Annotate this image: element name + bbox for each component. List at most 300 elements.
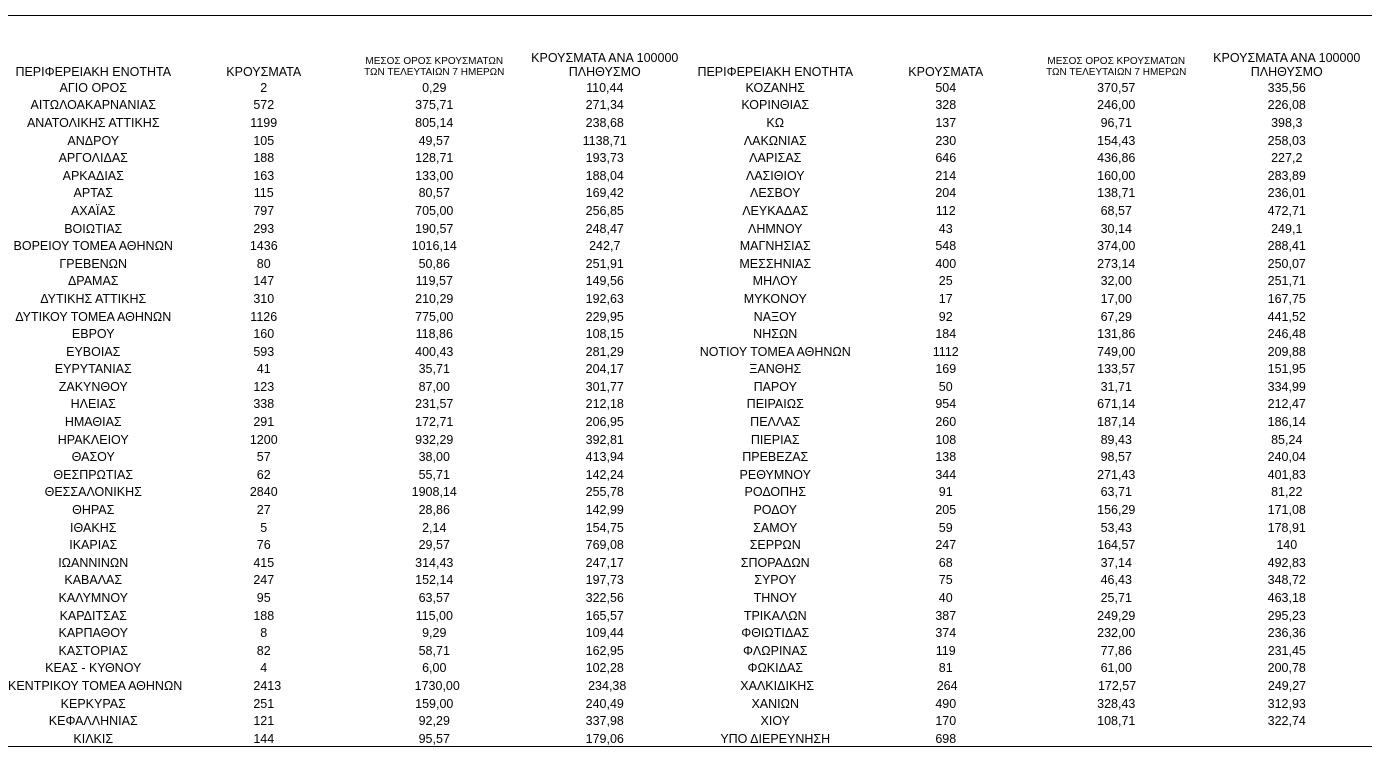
per100k-cell: 769,08 <box>585 538 624 553</box>
per100k-cell: 334,99 <box>1267 379 1306 394</box>
region-cell: ΙΚΑΡΙΑΣ <box>69 538 118 553</box>
table-row <box>8 185 1372 203</box>
avg7-cell: 775,00 <box>415 309 454 324</box>
cases-cell: 646 <box>935 151 957 166</box>
cases-cell: 5 <box>260 520 268 535</box>
per100k-cell: 242,7 <box>589 239 621 254</box>
region-cell: ΙΩΑΝΝΙΝΩΝ <box>58 555 129 570</box>
region-cell: ΚΑΡΔΙΤΣΑΣ <box>59 608 127 623</box>
avg7-cell: 159,00 <box>415 696 454 711</box>
table-row <box>8 361 1372 379</box>
cases-cell: 68 <box>938 555 953 570</box>
cases-cell: 25 <box>938 274 953 289</box>
per100k-cell: 295,23 <box>1267 608 1306 623</box>
region-cell: ΤΗΝΟΥ <box>753 591 797 606</box>
table-row <box>8 677 1372 695</box>
region-cell: ΣΥΡΟΥ <box>754 573 797 588</box>
avg7-cell: 115,00 <box>415 608 453 623</box>
table-row <box>8 114 1372 132</box>
per100k-cell: 200,78 <box>1267 661 1306 676</box>
region-cell: ΛΑΚΩΝΙΑΣ <box>743 133 807 148</box>
per100k-cell: 102,28 <box>585 661 624 676</box>
region-cell: ΠΡΕΒΕΖΑΣ <box>742 450 809 465</box>
region-cell: ΡΟΔΟΥ <box>753 503 798 518</box>
avg7-cell: 152,14 <box>415 573 454 588</box>
top-rule <box>8 15 1372 16</box>
region-cell: ΣΠΟΡΑΔΩΝ <box>740 555 810 570</box>
per100k-cell: 250,07 <box>1267 256 1306 271</box>
cases-cell: 112 <box>935 203 956 218</box>
table-row <box>8 712 1372 730</box>
table-header <box>8 40 1372 79</box>
cases-cell: 293 <box>253 221 275 236</box>
per100k-cell: 255,78 <box>585 485 624 500</box>
table-row <box>8 554 1372 572</box>
table-row <box>8 448 1372 466</box>
cases-cell: 328 <box>935 98 957 113</box>
cases-cell: 374 <box>935 626 957 641</box>
per100k-cell: 231,45 <box>1267 643 1306 658</box>
avg7-cell: 172,57 <box>1097 678 1137 693</box>
region-cell: ΚΑΛΥΜΝΟΥ <box>58 591 129 606</box>
region-cell: ΧΙΟΥ <box>760 714 790 729</box>
avg7-cell: 805,14 <box>415 115 454 130</box>
avg7-cell: 31,71 <box>1100 379 1132 394</box>
cases-cell: 59 <box>938 520 953 535</box>
per100k-cell: 337,98 <box>585 714 624 729</box>
cases-cell: 163 <box>253 168 275 183</box>
avg7-cell: 61,00 <box>1100 661 1132 676</box>
region-cell: ΝΑΞΟΥ <box>753 309 797 324</box>
region-cell: ΞΑΝΘΗΣ <box>749 362 802 377</box>
avg7-cell: 249,29 <box>1097 608 1136 623</box>
table-row <box>8 624 1372 642</box>
table-row <box>8 202 1372 220</box>
header-per100k-2: ΚΡΟΥΣΜΑΤΑ ΑΝΑ 100000 ΠΛΗΘΥΣΜΟ <box>1213 51 1361 79</box>
region-cell: ΘΑΣΟΥ <box>71 450 115 465</box>
cases-cell: 4 <box>260 661 268 676</box>
cases-cell: 504 <box>935 80 957 95</box>
cases-cell: 214 <box>935 168 957 183</box>
avg7-cell: 133,00 <box>415 168 454 183</box>
header-cases-2: ΚΡΟΥΣΜΑΤΑ <box>908 65 984 79</box>
table-row <box>8 730 1372 748</box>
region-cell: ΛΑΣΙΘΙΟΥ <box>745 168 805 183</box>
cases-cell: 76 <box>256 538 271 553</box>
table-row <box>8 413 1372 431</box>
avg7-cell: 92,29 <box>418 714 450 729</box>
cases-cell: 1436 <box>249 239 278 254</box>
cases-cell: 204 <box>935 186 957 201</box>
per100k-cell: 229,95 <box>585 309 624 324</box>
cases-cell: 387 <box>935 608 957 623</box>
cases-cell: 170 <box>935 714 957 729</box>
region-cell: ΜΕΣΣΗΝΙΑΣ <box>739 256 812 271</box>
avg7-cell: 749,00 <box>1097 344 1136 359</box>
avg7-cell: 28,86 <box>418 503 450 518</box>
cases-cell: 2413 <box>253 678 282 693</box>
per100k-cell: 171,08 <box>1267 503 1306 518</box>
per100k-cell: 463,18 <box>1267 591 1306 606</box>
per100k-cell: 142,99 <box>585 503 624 518</box>
cases-cell: 338 <box>253 397 275 412</box>
per100k-cell: 108,15 <box>585 327 624 342</box>
table-row <box>8 273 1372 291</box>
cases-cell: 138 <box>935 450 957 465</box>
per100k-cell: 288,41 <box>1267 239 1306 254</box>
cases-cell: 121 <box>253 714 275 729</box>
avg7-cell: 119,57 <box>415 274 453 289</box>
region-cell: ΖΑΚΥΝΘΟΥ <box>58 379 128 394</box>
cases-cell: 2840 <box>249 485 278 500</box>
table-row <box>8 607 1372 625</box>
region-cell: ΑΧΑΪΑΣ <box>70 203 116 218</box>
table-row <box>8 237 1372 255</box>
per100k-cell: 246,48 <box>1267 327 1306 342</box>
avg7-cell: 49,57 <box>418 133 450 148</box>
bottom-rule <box>8 746 1372 747</box>
avg7-cell: 328,43 <box>1097 696 1136 711</box>
region-cell: ΤΡΙΚΑΛΩΝ <box>743 608 807 623</box>
avg7-cell: 37,14 <box>1100 555 1132 570</box>
avg7-cell: 246,00 <box>1097 98 1136 113</box>
per100k-cell: 188,04 <box>585 168 624 183</box>
region-cell: ΒΟΙΩΤΙΑΣ <box>64 221 123 236</box>
cases-cell: 147 <box>253 274 275 289</box>
cases-cell: 2 <box>260 80 268 95</box>
cases-cell: 230 <box>935 133 957 148</box>
per100k-cell: 240,49 <box>585 696 624 711</box>
cases-cell: 184 <box>935 327 957 342</box>
avg7-cell: 232,00 <box>1097 626 1136 641</box>
table-row <box>8 97 1372 115</box>
per100k-cell: 322,74 <box>1267 714 1306 729</box>
table-row <box>8 501 1372 519</box>
cases-cell: 247 <box>935 538 957 553</box>
per100k-cell: 441,52 <box>1267 309 1306 324</box>
cases-cell: 572 <box>253 98 275 113</box>
per100k-cell: 186,14 <box>1267 415 1306 430</box>
per100k-cell: 162,95 <box>585 643 624 658</box>
region-cell: ΚΑΒΑΛΑΣ <box>64 573 123 588</box>
cases-cell: 81 <box>938 661 953 676</box>
avg7-cell: 131,86 <box>1097 327 1136 342</box>
avg7-cell: 63,71 <box>1100 485 1132 500</box>
cases-cell: 490 <box>935 696 957 711</box>
header-cases: ΚΡΟΥΣΜΑΤΑ <box>226 65 302 79</box>
region-cell: ΑΡΤΑΣ <box>73 186 113 201</box>
per100k-cell: 151,95 <box>1267 362 1306 377</box>
cases-cell: 344 <box>935 467 957 482</box>
cases-cell: 91 <box>938 485 953 500</box>
region-cell: ΛΕΥΚΑΔΑΣ <box>742 203 809 218</box>
avg7-cell: 6,00 <box>422 661 447 676</box>
avg7-cell: 55,71 <box>418 467 450 482</box>
per100k-cell: 251,91 <box>585 256 624 271</box>
per100k-cell: 154,75 <box>585 520 624 535</box>
table-row <box>8 308 1372 326</box>
avg7-cell: 271,43 <box>1097 467 1136 482</box>
table-row <box>8 79 1372 97</box>
cases-cell: 310 <box>253 291 275 306</box>
cases-cell: 92 <box>938 309 953 324</box>
avg7-cell: 25,71 <box>1100 591 1132 606</box>
cases-cell: 82 <box>256 643 271 658</box>
per100k-cell: 238,68 <box>585 115 624 130</box>
per100k-cell: 81,22 <box>1271 485 1303 500</box>
avg7-cell: 35,71 <box>418 362 450 377</box>
cases-cell: 40 <box>938 591 953 606</box>
table-row <box>8 220 1372 238</box>
region-cell: ΑΙΤΩΛΟΑΚΑΡΝΑΝΙΑΣ <box>30 98 156 113</box>
per100k-cell: 109,44 <box>585 626 624 641</box>
header-avg7-2: ΜΕΣΟΣ ΟΡΟΣ ΚΡΟΥΣΜΑΤΩΝ ΤΩΝ ΤΕΛΕΥΤΑΙΩΝ 7 ΗΜΕΡΩΝ <box>1046 55 1187 78</box>
per100k-cell: 236,01 <box>1267 186 1306 201</box>
per100k-cell: 165,57 <box>585 608 624 623</box>
avg7-cell: 53,43 <box>1100 520 1132 535</box>
table-row <box>8 660 1372 678</box>
avg7-cell: 1908,14 <box>411 485 457 500</box>
per100k-cell: 413,94 <box>585 450 624 465</box>
per100k-cell: 392,81 <box>585 432 624 447</box>
region-cell: ΚΕΡΚΥΡΑΣ <box>60 696 126 711</box>
header-per100k: ΚΡΟΥΣΜΑΤΑ ΑΝΑ 100000 ΠΛΗΘΥΣΜΟ <box>531 51 679 79</box>
table-row <box>8 536 1372 554</box>
per100k-cell: 258,03 <box>1267 133 1306 148</box>
header-avg7: ΜΕΣΟΣ ΟΡΟΣ ΚΡΟΥΣΜΑΤΩΝ ΤΩΝ ΤΕΛΕΥΤΑΙΩΝ 7 ΗΜΕΡΩΝ <box>364 55 505 78</box>
cases-cell: 115 <box>253 186 274 201</box>
region-cell: ΦΩΚΙΔΑΣ <box>747 661 804 676</box>
per100k-cell: 212,47 <box>1267 397 1306 412</box>
cases-cell: 1200 <box>249 432 278 447</box>
avg7-cell: 273,14 <box>1097 256 1136 271</box>
region-cell: ΕΥΒΟΙΑΣ <box>66 344 121 359</box>
region-cell: ΛΑΡΙΣΑΣ <box>749 151 802 166</box>
region-cell: ΑΡΚΑΔΙΑΣ <box>62 168 124 183</box>
avg7-cell: 29,57 <box>418 538 450 553</box>
avg7-cell: 17,00 <box>1100 291 1132 306</box>
cases-cell: 400 <box>935 256 957 271</box>
region-cell: ΜΑΓΝΗΣΙΑΣ <box>739 239 811 254</box>
cases-cell: 415 <box>253 555 275 570</box>
region-cell: ΕΒΡΟΥ <box>71 327 115 342</box>
table-row <box>8 132 1372 150</box>
region-cell: ΔΥΤΙΚΟΥ ΤΟΜΕΑ ΑΘΗΝΩΝ <box>15 309 172 324</box>
avg7-cell: 0,29 <box>422 80 447 95</box>
per100k-cell: 234,38 <box>588 678 627 693</box>
avg7-cell: 77,86 <box>1100 643 1132 658</box>
region-cell: ΚΕΦΑΛΛΗΝΙΑΣ <box>48 714 138 729</box>
per100k-cell: 398,3 <box>1271 115 1303 130</box>
avg7-cell: 705,00 <box>415 203 454 218</box>
per100k-cell: 212,18 <box>585 397 624 412</box>
avg7-cell: 46,43 <box>1100 573 1132 588</box>
cases-cell: 548 <box>935 239 957 254</box>
per100k-cell: 249,1 <box>1271 221 1303 236</box>
per100k-cell: 1138,71 <box>582 133 627 148</box>
region-cell: ΚΑΡΠΑΘΟΥ <box>58 626 128 641</box>
avg7-cell: 190,57 <box>415 221 454 236</box>
cases-cell: 57 <box>256 450 271 465</box>
avg7-cell: 67,29 <box>1100 309 1132 324</box>
avg7-cell: 98,57 <box>1100 450 1132 465</box>
region-cell: ΚΑΣΤΟΡΙΑΣ <box>58 643 128 658</box>
table-row <box>8 484 1372 502</box>
region-cell: ΒΟΡΕΙΟΥ ΤΟΜΕΑ ΑΘΗΝΩΝ <box>13 239 173 254</box>
avg7-cell: 80,57 <box>418 186 450 201</box>
region-cell: ΑΡΓΟΛΙΔΑΣ <box>58 151 128 166</box>
per100k-cell: 271,34 <box>585 98 624 113</box>
cases-cell: 50 <box>938 379 953 394</box>
cases-cell: 1126 <box>250 309 278 324</box>
per100k-cell: 492,83 <box>1267 555 1306 570</box>
header-region: ΠΕΡΙΦΕΡΕΙΑΚΗ ΕΝΟΤΗΤΑ <box>15 65 172 79</box>
per100k-cell: 240,04 <box>1267 450 1306 465</box>
cases-cell: 1112 <box>932 344 959 359</box>
per100k-cell: 249,27 <box>1267 678 1307 693</box>
avg7-cell: 1730,00 <box>414 678 460 693</box>
region-cell: ΡΟΔΟΠΗΣ <box>744 485 806 500</box>
avg7-cell: 400,43 <box>415 344 454 359</box>
region-cell: ΕΥΡΥΤΑΝΙΑΣ <box>54 362 132 377</box>
cases-cell: 119 <box>935 643 956 658</box>
region-cell: ΘΗΡΑΣ <box>72 503 115 518</box>
header-region-2: ΠΕΡΙΦΕΡΕΙΑΚΗ ΕΝΟΤΗΤΑ <box>697 65 854 79</box>
table-row <box>8 642 1372 660</box>
cases-cell: 43 <box>938 221 953 236</box>
per100k-cell: 193,73 <box>585 151 624 166</box>
avg7-cell: 108,71 <box>1097 714 1136 729</box>
cases-cell: 291 <box>253 415 275 430</box>
region-cell: ΛΕΣΒΟΥ <box>750 186 801 201</box>
table-row <box>8 519 1372 537</box>
avg7-cell: 932,29 <box>415 432 454 447</box>
per100k-cell: 251,71 <box>1267 274 1306 289</box>
table-row <box>8 572 1372 590</box>
per100k-cell: 312,93 <box>1267 696 1306 711</box>
cases-cell: 247 <box>253 573 275 588</box>
per100k-cell: 209,88 <box>1267 344 1306 359</box>
avg7-cell: 160,00 <box>1097 168 1136 183</box>
cases-cell: 188 <box>253 151 275 166</box>
cases-cell: 123 <box>253 379 275 394</box>
per100k-cell: 204,17 <box>585 362 624 377</box>
avg7-cell: 32,00 <box>1100 274 1132 289</box>
avg7-cell: 374,00 <box>1097 239 1136 254</box>
table-body <box>8 79 1372 748</box>
region-cell: ΧΑΛΚΙΔΙΚΗΣ <box>740 678 815 693</box>
per100k-cell: 256,85 <box>585 203 624 218</box>
table-row <box>8 325 1372 343</box>
per100k-cell: 178,91 <box>1267 520 1306 535</box>
per100k-cell: 192,63 <box>585 291 624 306</box>
avg7-cell: 1016,14 <box>411 239 457 254</box>
per100k-cell: 167,75 <box>1267 291 1306 306</box>
region-cell: ΝΗΣΩΝ <box>753 327 798 342</box>
cases-cell: 80 <box>256 256 271 271</box>
avg7-cell: 314,43 <box>415 555 454 570</box>
cases-table <box>8 40 1372 748</box>
per100k-cell: 110,44 <box>586 80 624 95</box>
cases-cell: 75 <box>938 573 953 588</box>
cases-cell: 27 <box>256 503 271 518</box>
per100k-cell: 247,17 <box>585 555 624 570</box>
table-row <box>8 167 1372 185</box>
region-cell: ΚΕΝΤΡΙΚΟΥ ΤΟΜΕΑ ΑΘΗΝΩΝ <box>8 678 183 693</box>
avg7-cell: 138,71 <box>1097 186 1136 201</box>
region-cell: ΔΥΤΙΚΗΣ ΑΤΤΙΚΗΣ <box>40 291 147 306</box>
table-row <box>8 589 1372 607</box>
avg7-cell: 30,14 <box>1100 221 1132 236</box>
region-cell: ΑΓΙΟ ΟΡΟΣ <box>59 80 127 95</box>
cases-cell: 260 <box>935 415 957 430</box>
per100k-cell: 85,24 <box>1271 432 1303 447</box>
per100k-cell: 179,06 <box>585 731 624 746</box>
per100k-cell: 301,77 <box>585 379 624 394</box>
cases-cell: 8 <box>260 626 268 641</box>
table-row <box>8 695 1372 713</box>
table-row <box>8 149 1372 167</box>
cases-cell: 797 <box>253 203 275 218</box>
region-cell: ΜΥΚΟΝΟΥ <box>743 291 807 306</box>
avg7-cell: 436,86 <box>1097 151 1136 166</box>
per100k-cell: 236,36 <box>1267 626 1306 641</box>
cases-cell: 105 <box>253 133 275 148</box>
region-cell: ΑΝΔΡΟΥ <box>67 133 120 148</box>
cases-cell: 17 <box>938 291 953 306</box>
table-row <box>8 343 1372 361</box>
per100k-cell: 226,08 <box>1267 98 1306 113</box>
cases-cell: 144 <box>253 731 275 746</box>
region-cell: ΚΙΛΚΙΣ <box>73 731 114 746</box>
cases-cell: 698 <box>935 731 957 746</box>
table-row <box>8 255 1372 273</box>
region-cell: ΔΡΑΜΑΣ <box>67 274 119 289</box>
cases-cell: 41 <box>256 362 271 377</box>
cases-cell: 62 <box>256 467 271 482</box>
cases-cell: 205 <box>935 503 957 518</box>
cases-cell: 264 <box>936 678 958 693</box>
region-cell: ΓΡΕΒΕΝΩΝ <box>59 256 128 271</box>
per100k-cell: 281,29 <box>585 344 624 359</box>
avg7-cell: 2,14 <box>422 520 447 535</box>
per100k-cell: 197,73 <box>585 573 624 588</box>
avg7-cell: 63,57 <box>418 591 450 606</box>
cases-cell: 95 <box>256 591 271 606</box>
per100k-cell: 149,56 <box>585 274 624 289</box>
region-cell: ΗΜΑΘΙΑΣ <box>64 415 122 430</box>
avg7-cell: 154,43 <box>1097 133 1136 148</box>
region-cell: ΚΩ <box>766 115 785 130</box>
region-cell: ΣΑΜΟΥ <box>753 520 798 535</box>
avg7-cell: 370,57 <box>1097 80 1136 95</box>
table-row <box>8 378 1372 396</box>
region-cell: ΣΕΡΡΩΝ <box>749 538 801 553</box>
per100k-cell: 206,95 <box>585 415 624 430</box>
per100k-cell: 335,56 <box>1267 80 1306 95</box>
avg7-cell: 210,29 <box>415 291 454 306</box>
avg7-cell: 118,86 <box>415 327 453 342</box>
region-cell: ΚΟΡΙΝΘΙΑΣ <box>741 98 810 113</box>
avg7-cell: 128,71 <box>415 151 454 166</box>
region-cell: ΘΕΣΣΑΛΟΝΙΚΗΣ <box>44 485 142 500</box>
per100k-cell: 472,71 <box>1267 203 1306 218</box>
per100k-cell: 140 <box>1276 538 1298 553</box>
avg7-cell: 187,14 <box>1097 415 1136 430</box>
avg7-cell: 231,57 <box>415 397 454 412</box>
region-cell: ΠΕΛΛΑΣ <box>750 415 801 430</box>
region-cell: ΠΕΙΡΑΙΩΣ <box>746 397 804 412</box>
